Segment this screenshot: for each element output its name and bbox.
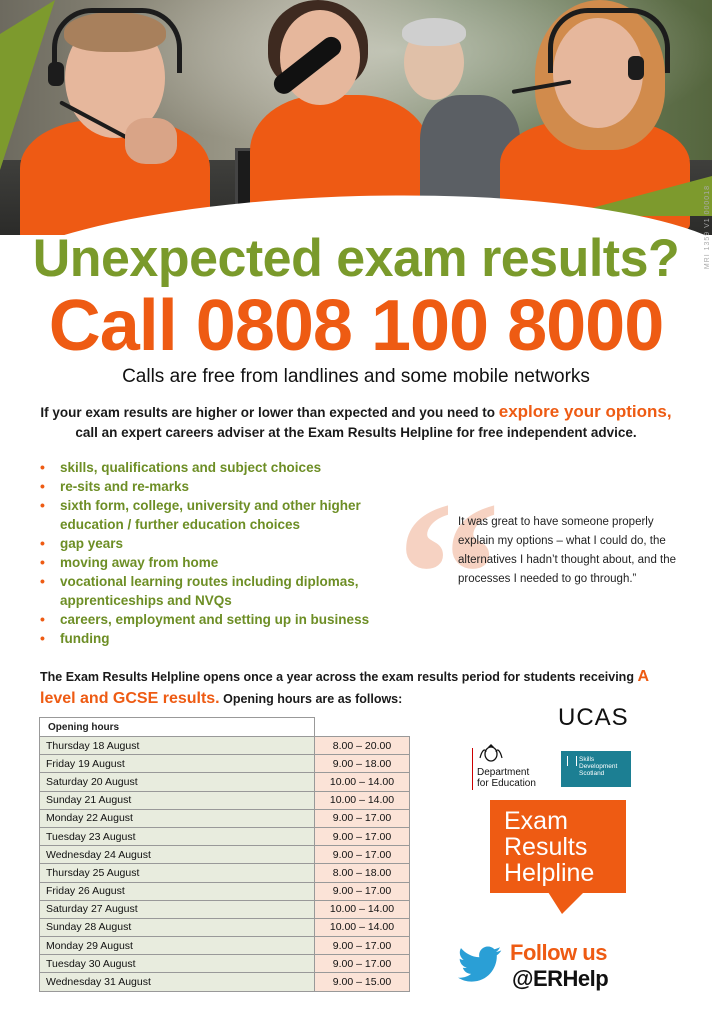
day-cell: Tuesday 30 August xyxy=(40,955,315,973)
bullet-icon: • xyxy=(40,611,45,627)
opening-hours-table xyxy=(39,717,410,992)
hours-cell: 8.00 – 18.00 xyxy=(315,864,410,882)
intro-highlight: explore your options, xyxy=(498,402,672,421)
table-row xyxy=(40,846,410,864)
table-row xyxy=(40,791,410,809)
hours-cell: 9.00 – 15.00 xyxy=(315,973,410,991)
bullet-icon: • xyxy=(40,459,45,475)
bullet-icon: • xyxy=(40,554,45,570)
hours-cell: 9.00 – 17.00 xyxy=(315,937,410,955)
document-code: MRI 1359 V1 000018 xyxy=(704,185,711,270)
erh-line3: Helpline xyxy=(504,859,595,887)
table-row xyxy=(40,918,410,936)
table-header-empty xyxy=(315,718,410,737)
hours-cell: 9.00 – 17.00 xyxy=(315,955,410,973)
sds-mark-icon xyxy=(567,756,577,766)
call-number: Call 0808 100 8000 xyxy=(48,286,664,366)
day-cell: Friday 19 August xyxy=(40,755,315,773)
ucas-logo: UCAS xyxy=(558,704,629,731)
exam-results-helpline-logo xyxy=(490,800,626,893)
table-header: Opening hours xyxy=(40,718,315,737)
table-row xyxy=(40,809,410,827)
day-cell: Saturday 27 August xyxy=(40,900,315,918)
bullet-icon: • xyxy=(40,535,45,551)
list-item: • re-sits and re-marks xyxy=(40,478,190,494)
free-calls-note: Calls are free from landlines and some mobile networks xyxy=(122,366,590,387)
table-row xyxy=(40,755,410,773)
sds-logo xyxy=(561,751,631,787)
day-cell: Thursday 25 August xyxy=(40,864,315,882)
hours-cell: 9.00 – 17.00 xyxy=(315,827,410,845)
list-item: • careers, employment and setting up in business xyxy=(40,611,370,627)
erh-line1: Exam xyxy=(504,807,568,835)
day-cell: Tuesday 23 August xyxy=(40,827,315,845)
table-row xyxy=(40,973,410,991)
dfe-line1: Department xyxy=(477,767,530,778)
day-cell: Monday 22 August xyxy=(40,809,315,827)
hours-cell: 9.00 – 17.00 xyxy=(315,846,410,864)
hours-cell: 9.00 – 17.00 xyxy=(315,809,410,827)
day-cell: Saturday 20 August xyxy=(40,773,315,791)
list-item: • moving away from home xyxy=(40,554,219,570)
hero-photo xyxy=(0,0,712,235)
bullet-icon: • xyxy=(40,573,45,589)
hours-cell: 9.00 – 18.00 xyxy=(315,755,410,773)
day-cell: Wednesday 31 August xyxy=(40,973,315,991)
list-item: • vocational learning routes including diplomas, apprenticeships and NVQs xyxy=(40,573,359,608)
table-row xyxy=(40,864,410,882)
opening-info-highlight: A level and GCSE results. xyxy=(40,668,649,707)
sds-line3: Scotland xyxy=(579,770,605,777)
table-row xyxy=(40,773,410,791)
sds-line2: Development xyxy=(579,763,618,770)
hours-cell: 10.00 – 14.00 xyxy=(315,773,410,791)
opening-info-part2: Opening hours are as follows: xyxy=(219,692,403,706)
twitter-handle-link[interactable]: @ERHelp xyxy=(512,966,609,991)
opening-info-part1: The Exam Results Helpline opens once a year across the exam results period for students receiving xyxy=(40,670,638,684)
follow-us-label: Follow us xyxy=(510,940,607,965)
table-row xyxy=(40,882,410,900)
twitter-bird-icon[interactable] xyxy=(458,946,502,982)
dfe-logo xyxy=(472,744,552,789)
testimonial-quote: It was great to have someone properly explain my options – what I could do, the alternatives I hadn’t thought about, and the processes I needed to go through.” xyxy=(458,516,677,585)
erh-line2: Results xyxy=(504,833,588,861)
intro-part1: If your exam results are higher or lower than expected and you need to xyxy=(40,405,499,420)
list-item: • gap years xyxy=(40,535,124,551)
intro-part2: call an expert careers adviser at the Exam Results Helpline for free independent advice. xyxy=(75,425,637,440)
table-row xyxy=(40,937,410,955)
table-row xyxy=(40,955,410,973)
sds-line1: Skills xyxy=(579,756,595,763)
hours-cell: 9.00 – 17.00 xyxy=(315,882,410,900)
advice-topics-list xyxy=(38,458,398,648)
day-cell: Wednesday 24 August xyxy=(40,846,315,864)
royal-crest-icon xyxy=(478,744,504,762)
table-row xyxy=(40,737,410,755)
bullet-icon: • xyxy=(40,497,45,513)
table-row xyxy=(40,827,410,845)
bullet-icon: • xyxy=(40,478,45,494)
hours-cell: 10.00 – 14.00 xyxy=(315,900,410,918)
intro-text xyxy=(0,402,712,443)
table-row xyxy=(40,900,410,918)
hours-cell: 8.00 – 20.00 xyxy=(315,737,410,755)
hours-cell: 10.00 – 14.00 xyxy=(315,791,410,809)
list-item: • skills, qualifications and subject choices xyxy=(40,459,322,475)
dfe-line2: for Education xyxy=(477,778,536,789)
day-cell: Sunday 28 August xyxy=(40,918,315,936)
list-item: • funding xyxy=(40,630,110,646)
speech-tail-icon xyxy=(548,892,584,914)
day-cell: Sunday 21 August xyxy=(40,791,315,809)
quote-mark-icon: “ xyxy=(396,459,501,691)
day-cell: Thursday 18 August xyxy=(40,737,315,755)
day-cell: Monday 29 August xyxy=(40,937,315,955)
list-item: • sixth form, college, university and other higher education / further education choices xyxy=(40,497,361,532)
headline: Unexpected exam results? xyxy=(32,229,680,288)
bullet-icon: • xyxy=(40,630,45,646)
hours-cell: 10.00 – 14.00 xyxy=(315,918,410,936)
day-cell: Friday 26 August xyxy=(40,882,315,900)
